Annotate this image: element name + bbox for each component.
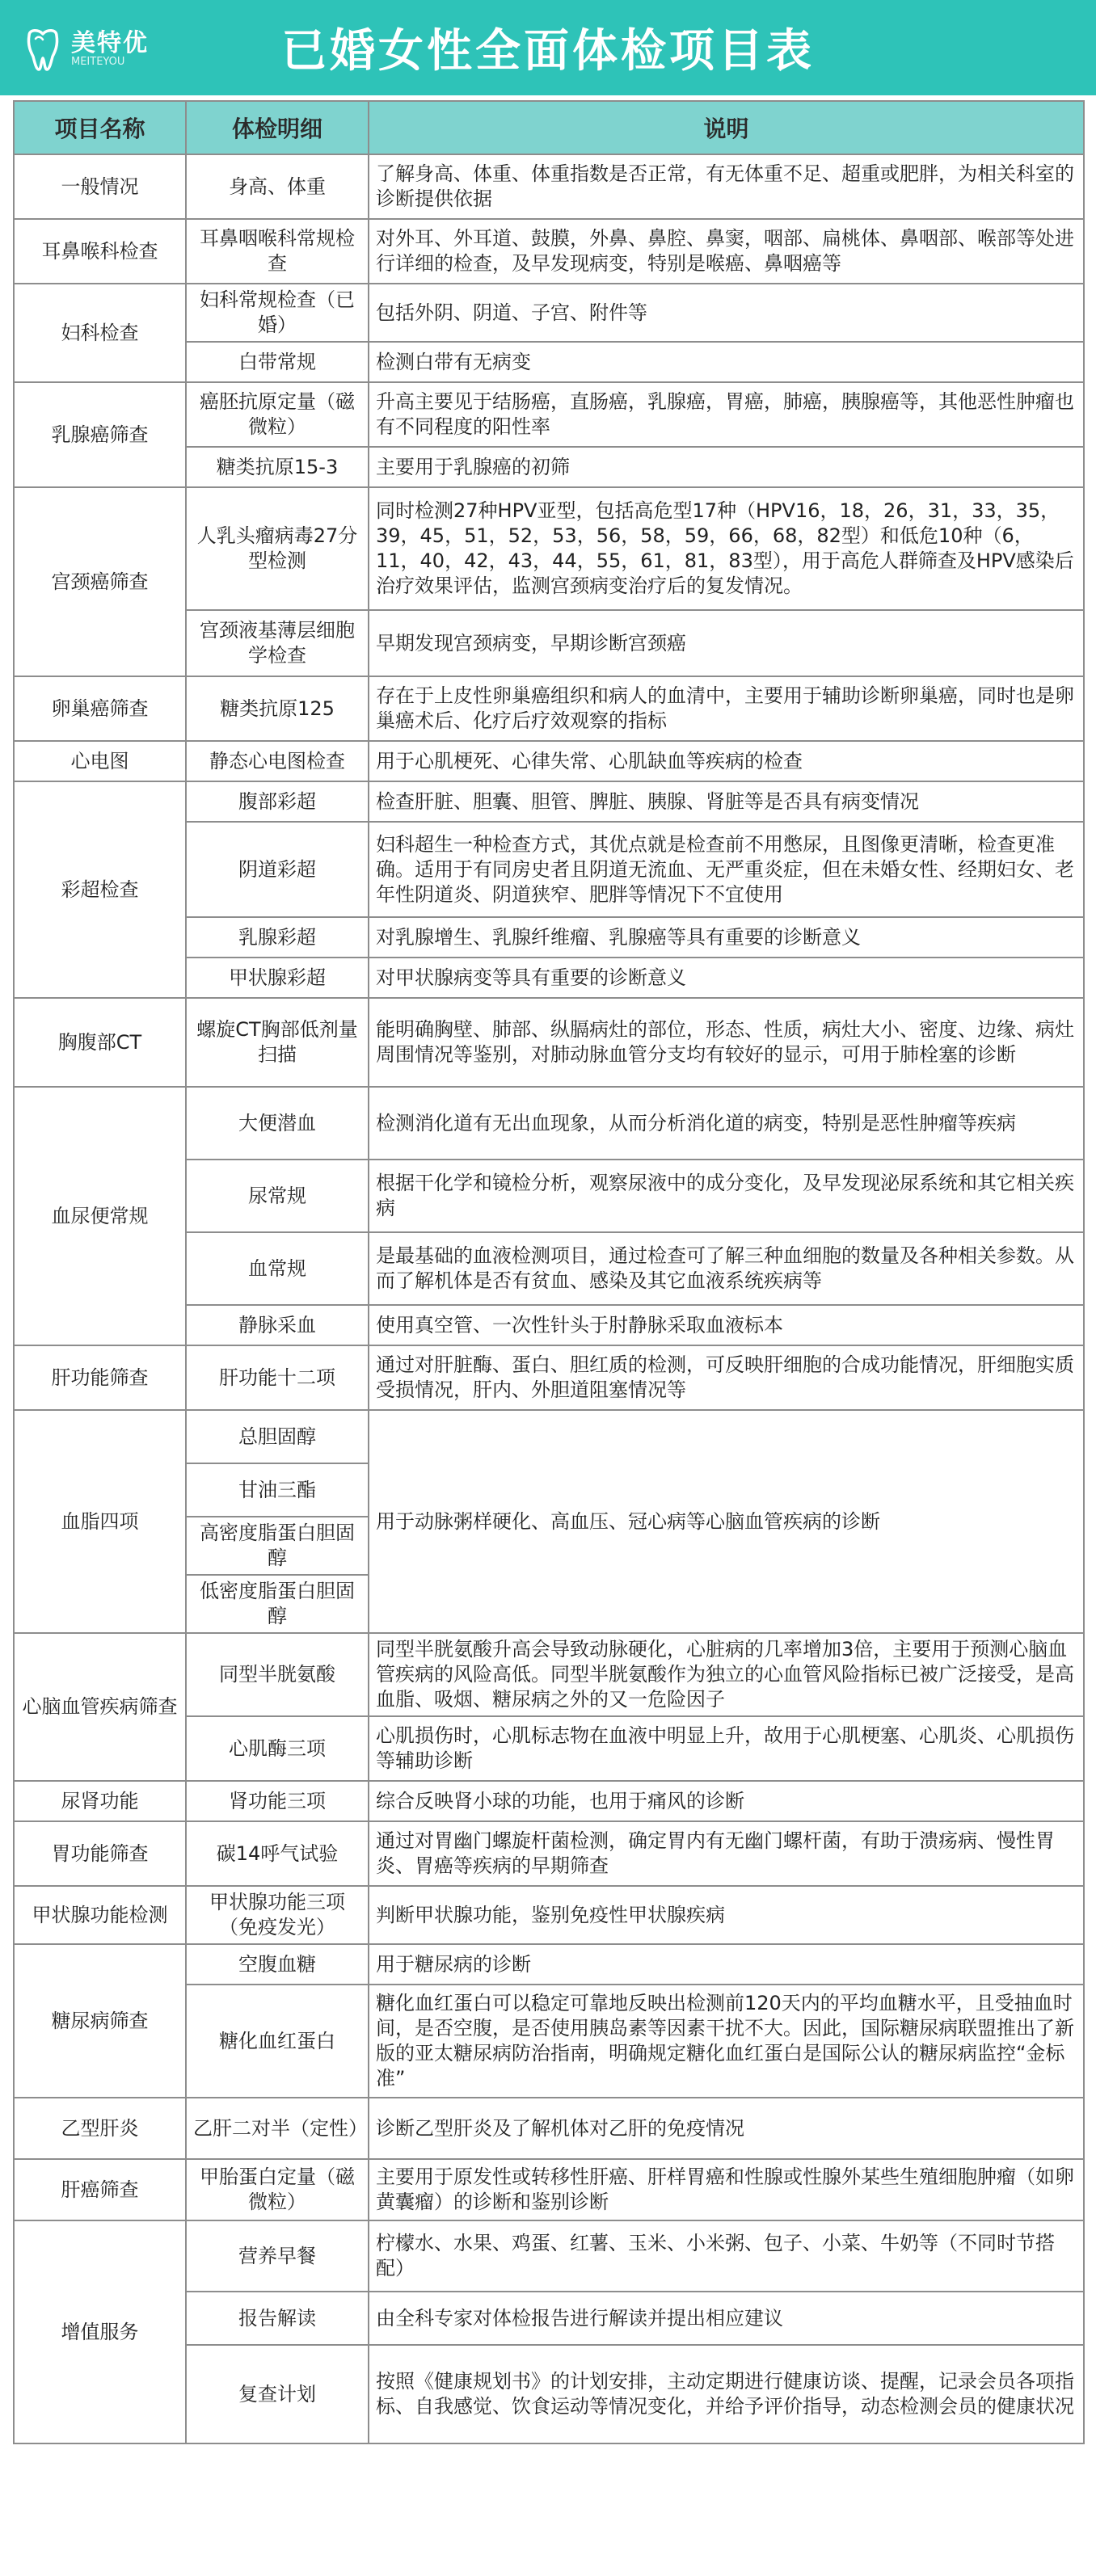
item-name-cell: 肝功能筛查 bbox=[14, 1345, 186, 1410]
table-row bbox=[14, 1410, 1084, 1463]
item-name-cell: 肝癌筛查 bbox=[14, 2159, 186, 2220]
description-cell: 用于糖尿病的诊断 bbox=[369, 1944, 1084, 1985]
description-cell: 通过对肝脏酶、蛋白、胆红质的检测，可反映肝细胞的合成功能情况，肝细胞实质受损情况，肝内、外胆道阻塞情况等 bbox=[369, 1345, 1084, 1410]
exam-detail-cell: 肝功能十二项 bbox=[186, 1345, 369, 1410]
description-cell: 判断甲状腺功能，鉴别免疫性甲状腺疾病 bbox=[369, 1886, 1084, 1944]
table-row bbox=[14, 219, 1084, 284]
table-body bbox=[14, 154, 1084, 2443]
description-cell: 主要用于原发性或转移性肝癌、肝样胃癌和性腺或性腺外某些生殖细胞肿瘤（如卵黄囊瘤）的诊断和鉴别诊断 bbox=[369, 2159, 1084, 2220]
table-row bbox=[14, 781, 1084, 822]
description-cell: 对甲状腺病变等具有重要的诊断意义 bbox=[369, 958, 1084, 998]
column-header-item: 项目名称 bbox=[14, 101, 186, 154]
description-cell: 主要用于乳腺癌的初筛 bbox=[369, 447, 1084, 487]
table-row bbox=[14, 2220, 1084, 2292]
column-header-desc: 说明 bbox=[369, 101, 1084, 154]
title-banner bbox=[0, 0, 1096, 95]
exam-detail-cell: 癌胚抗原定量（磁微粒） bbox=[186, 382, 369, 447]
item-name-cell: 耳鼻喉科检查 bbox=[14, 219, 186, 284]
description-cell: 早期发现宫颈病变，早期诊断宫颈癌 bbox=[369, 610, 1084, 676]
exam-detail-cell: 营养早餐 bbox=[186, 2220, 369, 2292]
description-cell: 由全科专家对体检报告进行解读并提出相应建议 bbox=[369, 2292, 1084, 2345]
exam-table bbox=[13, 100, 1085, 2444]
item-name-cell: 血尿便常规 bbox=[14, 1087, 186, 1345]
table-row bbox=[14, 154, 1084, 219]
exam-detail-cell: 腹部彩超 bbox=[186, 781, 369, 822]
item-name-cell: 尿肾功能 bbox=[14, 1781, 186, 1821]
exam-detail-cell: 乙肝二对半（定性） bbox=[186, 2098, 369, 2159]
exam-detail-cell: 白带常规 bbox=[186, 342, 369, 382]
item-name-cell: 胸腹部CT bbox=[14, 998, 186, 1087]
table-row bbox=[14, 487, 1084, 610]
description-cell: 检查肝脏、胆囊、胆管、脾脏、胰腺、肾脏等是否具有病变情况 bbox=[369, 781, 1084, 822]
item-name-cell: 乙型肝炎 bbox=[14, 2098, 186, 2159]
description-cell: 能明确胸壁、肺部、纵膈病灶的部位，形态、性质，病灶大小、密度、边缘、病灶周围情况等鉴别，对肺动脉血管分支均有较好的显示，可用于肺栓塞的诊断 bbox=[369, 998, 1084, 1087]
exam-detail-cell: 甲状腺功能三项（免疫发光） bbox=[186, 1886, 369, 1944]
exam-detail-cell: 甲胎蛋白定量（磁微粒） bbox=[186, 2159, 369, 2220]
description-cell: 用于动脉粥样硬化、高血压、冠心病等心脑血管疾病的诊断 bbox=[369, 1410, 1084, 1633]
table-row bbox=[14, 1633, 1084, 1716]
exam-detail-cell: 宫颈液基薄层细胞学检查 bbox=[186, 610, 369, 676]
item-name-cell: 糖尿病筛查 bbox=[14, 1944, 186, 2098]
description-cell: 检测白带有无病变 bbox=[369, 342, 1084, 382]
exam-detail-cell: 静态心电图检查 bbox=[186, 741, 369, 781]
item-name-cell: 一般情况 bbox=[14, 154, 186, 219]
exam-detail-cell: 总胆固醇 bbox=[186, 1410, 369, 1463]
exam-detail-cell: 糖化血红蛋白 bbox=[186, 1985, 369, 2098]
table-row bbox=[14, 998, 1084, 1087]
description-cell: 使用真空管、一次性针头于肘静脉采取血液标本 bbox=[369, 1305, 1084, 1345]
exam-detail-cell: 甘油三酯 bbox=[186, 1463, 369, 1517]
description-cell: 升高主要见于结肠癌，直肠癌，乳腺癌，胃癌，肺癌，胰腺癌等，其他恶性肿瘤也有不同程度的阳性率 bbox=[369, 382, 1084, 447]
description-cell: 对外耳、外耳道、鼓膜，外鼻、鼻腔、鼻窦，咽部、扁桃体、鼻咽部、喉部等处进行详细的检查，及早发现病变，特别是喉癌、鼻咽癌等 bbox=[369, 219, 1084, 284]
table-row bbox=[14, 676, 1084, 741]
description-cell: 包括外阴、阴道、子宫、附件等 bbox=[369, 284, 1084, 342]
table-row bbox=[14, 1087, 1084, 1160]
description-cell: 检测消化道有无出血现象，从而分析消化道的病变，特别是恶性肿瘤等疾病 bbox=[369, 1087, 1084, 1160]
exam-detail-cell: 大便潜血 bbox=[186, 1087, 369, 1160]
description-cell: 妇科超生一种检查方式，其优点就是检查前不用憋尿，且图像更清晰，检查更准确。适用于有同房史者且阴道无流血、无严重炎症，但在未婚女性、经期妇女、老年性阴道炎、阴道狭窄、肥胖等情况下不宜使用 bbox=[369, 822, 1084, 917]
description-cell: 存在于上皮性卵巢癌组织和病人的血清中，主要用于辅助诊断卵巢癌，同时也是卵巢癌术后、化疗后疗效观察的指标 bbox=[369, 676, 1084, 741]
exam-detail-cell: 尿常规 bbox=[186, 1160, 369, 1232]
exam-detail-cell: 静脉采血 bbox=[186, 1305, 369, 1345]
exam-detail-cell: 妇科常规检查（已婚） bbox=[186, 284, 369, 342]
exam-detail-cell: 空腹血糖 bbox=[186, 1944, 369, 1985]
item-name-cell: 宫颈癌筛查 bbox=[14, 487, 186, 676]
exam-detail-cell: 复查计划 bbox=[186, 2345, 369, 2443]
table-row bbox=[14, 2098, 1084, 2159]
item-name-cell: 彩超检查 bbox=[14, 781, 186, 998]
table-row bbox=[14, 2159, 1084, 2220]
description-cell: 用于心肌梗死、心律失常、心肌缺血等疾病的检查 bbox=[369, 741, 1084, 781]
description-cell: 诊断乙型肝炎及了解机体对乙肝的免疫情况 bbox=[369, 2098, 1084, 2159]
table-row bbox=[14, 1821, 1084, 1886]
table-header-row bbox=[14, 101, 1084, 154]
table-row bbox=[14, 1781, 1084, 1821]
table-row bbox=[14, 284, 1084, 342]
exam-detail-cell: 阴道彩超 bbox=[186, 822, 369, 917]
item-name-cell: 血脂四项 bbox=[14, 1410, 186, 1633]
exam-detail-cell: 螺旋CT胸部低剂量扫描 bbox=[186, 998, 369, 1087]
item-name-cell: 心脑血管疾病筛查 bbox=[14, 1633, 186, 1781]
description-cell: 了解身高、体重、体重指数是否正常，有无体重不足、超重或肥胖，为相关科室的诊断提供依据 bbox=[369, 154, 1084, 219]
exam-detail-cell: 肾功能三项 bbox=[186, 1781, 369, 1821]
exam-detail-cell: 报告解读 bbox=[186, 2292, 369, 2345]
table-row bbox=[14, 1886, 1084, 1944]
brand-subname: MEITEYOU bbox=[71, 56, 125, 69]
exam-detail-cell: 同型半胱氨酸 bbox=[186, 1633, 369, 1716]
description-cell: 糖化血红蛋白可以稳定可靠地反映出检测前120天内的平均血糖水平，且受抽血时间，是否空腹，是否使用胰岛素等因素干扰不大。因此，国际糖尿病联盟推出了新版的亚太糖尿病防治指南，明确规定糖化血红蛋白是国际公认的糖尿病监控“金标准” bbox=[369, 1985, 1084, 2098]
exam-detail-cell: 高密度脂蛋白胆固醇 bbox=[186, 1517, 369, 1575]
exam-detail-cell: 身高、体重 bbox=[186, 154, 369, 219]
item-name-cell: 甲状腺功能检测 bbox=[14, 1886, 186, 1944]
exam-detail-cell: 心肌酶三项 bbox=[186, 1716, 369, 1781]
item-name-cell: 妇科检查 bbox=[14, 284, 186, 382]
description-cell: 同型半胱氨酸升高会导致动脉硬化，心脏病的几率增加3倍，主要用于预测心脑血管疾病的风险高低。同型半胱氨酸作为独立的心血管风险指标已被广泛接受，是高血脂、吸烟、糖尿病之外的又一危险因子 bbox=[369, 1633, 1084, 1716]
table-row bbox=[14, 741, 1084, 781]
description-cell: 是最基础的血液检测项目，通过检查可了解三种血细胞的数量及各种相关参数。从而了解机体是否有贫血、感染及其它血液系统疾病等 bbox=[369, 1232, 1084, 1305]
table-row bbox=[14, 1944, 1084, 1985]
column-header-detail: 体检明细 bbox=[186, 101, 369, 154]
description-cell: 通过对胃幽门螺旋杆菌检测，确定胃内有无幽门螺杆菌，有助于溃疡病、慢性胃炎、胃癌等疾病的早期筛查 bbox=[369, 1821, 1084, 1886]
description-cell: 综合反映肾小球的功能，也用于痛风的诊断 bbox=[369, 1781, 1084, 1821]
exam-detail-cell: 糖类抗原125 bbox=[186, 676, 369, 741]
item-name-cell: 乳腺癌筛查 bbox=[14, 382, 186, 487]
description-cell: 心肌损伤时，心肌标志物在血液中明显上升，故用于心肌梗塞、心肌炎、心肌损伤等辅助诊断 bbox=[369, 1716, 1084, 1781]
description-cell: 根据干化学和镜检分析，观察尿液中的成分变化，及早发现泌尿系统和其它相关疾病 bbox=[369, 1160, 1084, 1232]
description-cell: 柠檬水、水果、鸡蛋、红薯、玉米、小米粥、包子、小菜、牛奶等（不同时节搭配） bbox=[369, 2220, 1084, 2292]
exam-detail-cell: 低密度脂蛋白胆固醇 bbox=[186, 1575, 369, 1633]
exam-detail-cell: 乳腺彩超 bbox=[186, 917, 369, 958]
exam-detail-cell: 糖类抗原15-3 bbox=[186, 447, 369, 487]
description-cell: 对乳腺增生、乳腺纤维瘤、乳腺癌等具有重要的诊断意义 bbox=[369, 917, 1084, 958]
description-cell: 同时检测27种HPV亚型，包括高危型17种（HPV16，18，26，31，33，35，39，45，51，52，53，56，58，59，66，68，82型）和低危10种（6，11，40，42，43，44，55，61，81，83型），用于高危人群筛查及HPV感染后治疗效果评估，监测宫颈病变治疗后的复发情况。 bbox=[369, 487, 1084, 610]
page-title: 已婚女性全面体检项目表 bbox=[281, 25, 815, 78]
item-name-cell: 卵巢癌筛查 bbox=[14, 676, 186, 741]
item-name-cell: 胃功能筛查 bbox=[14, 1821, 186, 1886]
exam-detail-cell: 耳鼻咽喉科常规检查 bbox=[186, 219, 369, 284]
exam-detail-cell: 碳14呼气试验 bbox=[186, 1821, 369, 1886]
table-row bbox=[14, 1345, 1084, 1410]
exam-detail-cell: 血常规 bbox=[186, 1232, 369, 1305]
item-name-cell: 心电图 bbox=[14, 741, 186, 781]
exam-detail-cell: 人乳头瘤病毒27分型检测 bbox=[186, 487, 369, 610]
table-row bbox=[14, 382, 1084, 447]
description-cell: 按照《健康规划书》的计划安排，主动定期进行健康访谈、提醒，记录会员各项指标、自我感觉、饮食运动等情况变化，并给予评价指导，动态检测会员的健康状况 bbox=[369, 2345, 1084, 2443]
brand-name: 美特优 bbox=[71, 29, 149, 58]
exam-detail-cell: 甲状腺彩超 bbox=[186, 958, 369, 998]
item-name-cell: 增值服务 bbox=[14, 2220, 186, 2443]
